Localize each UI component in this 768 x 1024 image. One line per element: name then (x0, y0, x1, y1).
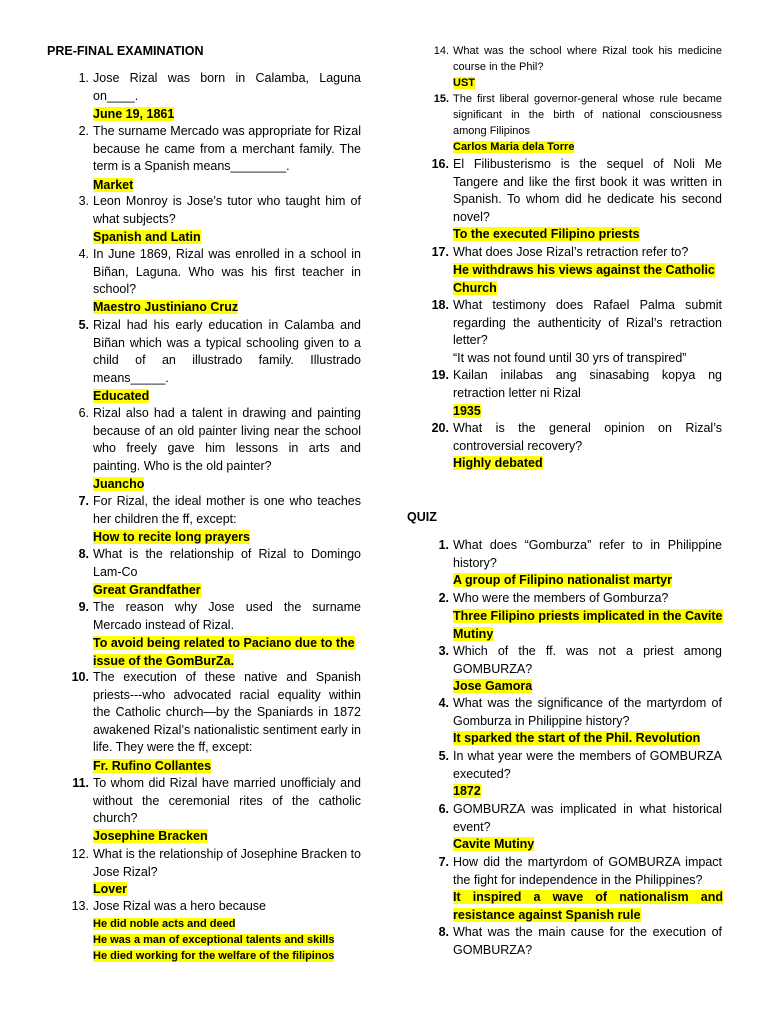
question-text: What does “Gomburza” refer to in Philippine history? (453, 538, 722, 570)
question-text: What testimony does Rafael Palma submit regarding the authenticity of Rizal’s retraction letter? (453, 298, 722, 348)
answer-highlight: To the executed Filipino priests (453, 227, 640, 241)
item-number: 5. (78, 318, 89, 332)
item-number: 8. (438, 925, 449, 939)
item-number: 6. (438, 802, 449, 816)
answer-highlight: Carlos Maria dela Torre (453, 141, 575, 153)
item-number: 14. (433, 45, 449, 57)
item-number: 9. (78, 600, 89, 614)
answer-highlight: Spanish and Latin (93, 230, 201, 244)
answer-highlight: 1872 (453, 784, 481, 798)
item-number: 6. (78, 406, 89, 420)
answer-highlight: He was a man of exceptional talents and skills (93, 934, 335, 946)
question-text: The execution of these native and Spanish priests---who advocated racial equality within the Catholic church—by the Spaniards in 1872 awakened Rizal’s nationalistic sentiment early in life. They were the ff, except: (93, 670, 361, 755)
item-number: 20. (431, 421, 449, 435)
quiz-heading: QUIZ (407, 510, 437, 524)
question-text: To whom did Rizal have married unofficialy and without the ceremonial rites of the catholic church? (93, 776, 361, 826)
question-text: How did the martyrdom of GOMBURZA impact the fight for independence in the Philippines? (453, 855, 722, 887)
answer-highlight: UST (453, 77, 475, 89)
answer-highlight: Market (93, 178, 134, 192)
answer-highlight: He died working for the welfare of the filipinos (93, 950, 335, 962)
answer-highlight: To avoid being related to Paciano due to the issue of the GomBurZa. (93, 636, 355, 668)
answer-highlight: It sparked the start of the Phil. Revolution (453, 731, 701, 745)
item-number: 2. (438, 591, 449, 605)
answer-highlight: Great Grandfather (93, 583, 201, 597)
answer-highlight: Jose Gamora (453, 679, 533, 693)
item-number: 3. (78, 194, 89, 208)
answer-highlight: Lover (93, 882, 128, 896)
answer-highlight: Highly debated (453, 456, 543, 470)
question-text: Rizal also had a talent in drawing and painting because of an old painter living near the school who freely gave him lessons in arts and painting. Who is the old painter? (93, 406, 361, 473)
testimony-quote: “It was not found until 30 yrs of transpired” (453, 351, 687, 365)
question-text: What does Jose Rizal’s retraction refer to? (453, 245, 689, 259)
answer-highlight: He withdraws his views against the Catholic Church (453, 263, 715, 295)
answer-highlight: 1935 (453, 404, 481, 418)
page-title: PRE-FINAL EXAMINATION (47, 44, 204, 58)
item-number: 19. (431, 368, 449, 382)
question-text: The reason why Jose used the surname Mercado instead of Rizal. (93, 600, 361, 632)
answer-highlight: Cavite Mutiny (453, 837, 535, 851)
item-number: 7. (78, 494, 89, 508)
item-number: 5. (438, 749, 449, 763)
question-text: The surname Mercado was appropriate for Rizal because he came from a merchant family. The term is a Spanish means________. (93, 124, 361, 174)
question-text: Kailan inilabas ang sinasabing kopya ng retraction letter ni Rizal (453, 368, 722, 400)
item-number: 10. (71, 670, 89, 684)
question-text: What is the relationship of Rizal to Domingo Lam-Co (93, 547, 361, 579)
item-number: 3. (438, 644, 449, 658)
question-text: Jose Rizal was a hero because (93, 899, 267, 913)
answer-highlight: Educated (93, 389, 150, 403)
question-text: In June 1869, Rizal was enrolled in a school in Biñan, Laguna. Who was his first teacher in school? (93, 247, 361, 297)
question-text: What is the general opinion on Rizal’s controversial recovery? (453, 421, 722, 453)
answer-highlight: Maestro Justiniano Cruz (93, 300, 239, 314)
answer-highlight: It inspired a wave of nationalism and resistance against Spanish rule (453, 890, 723, 922)
item-number: 8. (78, 547, 89, 561)
answer-highlight: June 19, 1861 (93, 107, 175, 121)
question-text: GOMBURZA was implicated in what historical event? (453, 802, 722, 834)
answer-highlight: Three Filipino priests implicated in the Cavite Mutiny (453, 609, 723, 641)
item-number: 13. (71, 899, 89, 913)
question-text: Who were the members of Gomburza? (453, 591, 669, 605)
question-text: El Filibusterismo is the sequel of Noli Me Tangere and like the first book it was written in Spanish. To whom did he dedicate his second novel? (453, 157, 722, 224)
item-number: 7. (438, 855, 449, 869)
question-text: What was the school where Rizal took his medicine course in the Phil? (453, 45, 722, 73)
item-number: 15. (433, 93, 449, 105)
item-number: 16. (431, 157, 449, 171)
answer-highlight: Juancho (93, 477, 145, 491)
question-text: Which of the ff. was not a priest among GOMBURZA? (453, 644, 722, 676)
item-number: 2. (78, 124, 89, 138)
question-text: Jose Rizal was born in Calamba, Laguna on____. (93, 71, 361, 103)
item-number: 4. (438, 696, 449, 710)
item-number: 18. (431, 298, 449, 312)
item-number: 4. (78, 247, 89, 261)
question-text: For Rizal, the ideal mother is one who teaches her children the ff, except: (93, 494, 361, 526)
question-text: The first liberal governor-general whose rule became significant in the birth of national consciousness among Filipinos (453, 93, 722, 137)
answer-highlight: Josephine Bracken (93, 829, 208, 843)
question-text: Leon Monroy is Jose’s tutor who taught him of what subjects? (93, 194, 361, 226)
question-text: What was the main cause for the execution of GOMBURZA? (453, 925, 722, 957)
item-number: 12. (71, 847, 89, 861)
answer-highlight: A group of Filipino nationalist martyr (453, 573, 672, 587)
item-number: 17. (431, 245, 449, 259)
answer-highlight: Fr. Rufino Collantes (93, 759, 212, 773)
item-number: 11. (72, 776, 89, 790)
item-number: 1. (78, 71, 89, 85)
answer-highlight: How to recite long prayers (93, 530, 250, 544)
question-text: In what year were the members of GOMBURZA executed? (453, 749, 722, 781)
answer-highlight: He did noble acts and deed (93, 918, 236, 930)
item-number: 1. (438, 538, 449, 552)
question-text: What is the relationship of Josephine Bracken to Jose Rizal? (93, 847, 361, 879)
question-text: Rizal had his early education in Calamba and Biñan which was a typical schooling given to a child of an illustrado family. Illustrado means_____. (93, 318, 361, 385)
question-text: What was the significance of the martyrdom of Gomburza in Philippine history? (453, 696, 722, 728)
